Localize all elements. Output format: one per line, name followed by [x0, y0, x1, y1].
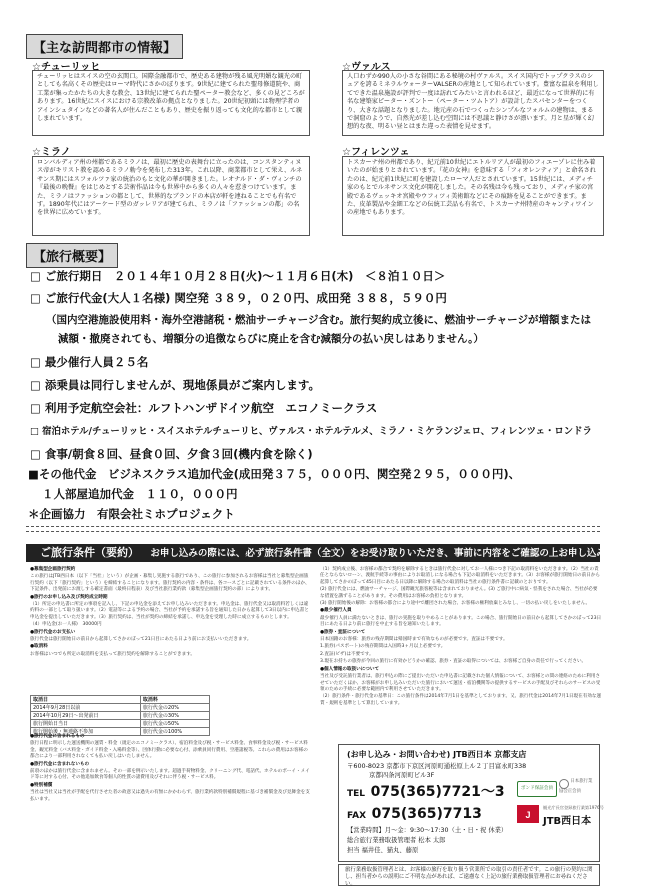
condition-paragraph: 日本国籍のお客様：旅券の残存期間は帰国時まで有効なものが必要です。査証は不要です。: [320, 637, 508, 643]
bond-member-badge: ボンド保証会員: [517, 781, 557, 797]
table-row: [31, 704, 210, 712]
jata-badge: 日本旅行業協会正会員: [559, 779, 593, 794]
conditions-left-column-2: [30, 734, 310, 884]
condition-heading: ●取消料: [30, 644, 48, 650]
conditions-banner: [26, 544, 653, 562]
city-title-milan: ☆ミラノ: [32, 147, 71, 158]
condition-heading: ●最少催行人員: [320, 608, 352, 614]
overview-heading: 【旅行概要】: [26, 243, 118, 268]
overview-hotels: □ 宿泊ホテル/チューリッヒ・スイスホテルチューリヒ、ヴァルス・ホテルテルメ、ミラノ・ミケランジェロ、フィレンツェ・ロンドラ: [30, 426, 592, 437]
city-title-florence: ☆フィレンツェ: [342, 147, 410, 158]
table-cell: 旅行代金の100%: [140, 728, 209, 736]
condition-heading: ●旅行代金のお支払い: [30, 629, 76, 635]
overview-meals: □ 食事/朝食８回、昼食０回、夕食３回(機内食を除く): [30, 447, 313, 461]
city-desc-zurich: チューリッヒはスイスの空の玄関口。国際金融都市で、歴史ある建物が残る風光明媚な観光の町としても名高くその歴史はローマ時代にさかのぼります。9世紀に建てられた聖母修道院や、商工業が集ったかたちの大きな教会、13世紀に建てられた聖ペーター教会など、多くの見どころがあります。16世紀にスイスにおける宗教改革の拠点となりました。20世紀初頭には物理学者のアインシュタインなどの著名人が住んだこともあり、歴史を振り返っても文化的な都市として親しまれています。: [32, 70, 310, 136]
table-cell: 旅行開始後・無連絡不参加: [31, 728, 141, 736]
cities-section-heading: 【主な訪問都市の情報】: [26, 34, 183, 59]
fax-number[interactable]: 075(365)7713: [371, 806, 482, 822]
condition-heading: ●旅行代金に含まれるもの: [30, 734, 85, 739]
condition-paragraph: （2）旅行条件・旅行代金の基準日：この旅行条件は2014年7月1日を基準としております。又、旅行代金は2014年7月1日現在有効な運賃・規則を基準として算出しています。: [320, 694, 602, 706]
business-hours: 【営業時間】月～金：9:30～17:30（土・日・祝 休業）: [347, 827, 508, 834]
overview-other-cost: ■その他代金 ビジネスクラス追加代金(成田発３７５，０００円、関空発２９５，０００円)、: [28, 467, 521, 481]
overview-price-note-1: （国内空港施設使用料・海外空港諸税・燃油サーチャージ含む。旅行契約成立後に、燃油サーチャージが増額または: [46, 314, 591, 326]
table-cell: 取消料: [140, 696, 209, 704]
condition-paragraph: 旅行代金は旅行開始日の前日から起算してさかのぼって21日目にあたる日より前にお支払いいただきます。: [30, 637, 252, 643]
overview-single-room: １人部屋追加代金 １１０，０００円: [42, 487, 238, 501]
condition-heading: ●旅券・査証について: [320, 629, 366, 635]
contact-box: [338, 744, 604, 862]
condition-paragraph: 当社及び受託旅行業者は、旅行申込の際にご提出いただいた申込書に記載された個人情報について、お客様との間の連絡のために利用させていただくほか、お客様がお申し込みいただいた旅行において運送・宿泊機関等の提供するサービスの手配及びそれらのサービスの受領のための手続に必要な範囲内で利用させていただきます。: [320, 674, 601, 692]
conditions-right-column: [320, 567, 602, 739]
overview-price: □ ご旅行代金(大人１名様) 関空発 ３８９，０２０円、成田発 ３８８，５９０円: [30, 291, 447, 305]
condition-heading: ●旅行のお申し込み及び契約成立時期: [30, 594, 108, 600]
city-title-zurich: ☆チューリッヒ: [32, 62, 101, 73]
registration-number: 観光庁長官登録旅行業第1976号: [543, 805, 604, 810]
contact-company: JTB西日本 京都支店: [453, 750, 527, 759]
city-desc-milan: ロンバルディア州の州都であるミラノは、最初に歴史の表舞台に立ったのは、コンスタンティヌス帝がキリスト教を認めるミラノ勅令を発布した313年。これ以降、商業都市として栄え、ルネサンス期にはスフォルツァ家の統治のもと文化の華が開きました。レオナルド・ダ・ヴィンチの『最後の晩餐』をはじめとする芸術作品は今も世界中から多くの人々を惹きつけています。また、ミラノはファッションの都として、世界的なブランドの本店が軒を連ねることでも有名です。1890年代にはアーケード型のガッレリアが建てられ、ミラノは「ファッションの都」の名を世界に広めています。: [32, 156, 310, 236]
cancellation-fee-table: [30, 695, 210, 736]
jtb-logo-text: JTB西日本: [543, 816, 592, 827]
condition-paragraph: この旅行はJTB西日本（以下「当社」という）が企画・募集し実施する旅行であり、この旅行に参加されるお客様は当社と募集型企画旅行契約（以下「旅行契約」という）を締結することになります。旅行契約の内容・条件は、各コースごとに記載されている条件のほか、下記条件、出発前にお渡しする確定書面（最終日程表）及び当社旅行業約款（募集型企画旅行契約の部）によります。: [30, 574, 310, 593]
table-cell: 旅行代金の50%: [140, 720, 209, 728]
table-cell: 2014年9月28日以前: [31, 704, 141, 712]
city-desc-vals: 人口わずか990人の小さな谷間にある秘境の村ヴァルス。スイス国内でトップクラスのシェアを誇るミネラルウォーターVALSERの産地として知られています。豊富な温泉を利用してできた温泉施設が評判で一度は訪れてみたいと言われるほど、最近になって世界的に有名な建築家ピーター・ズントー（ペーター・ツムトア）が設計したスパセンターをつくり、大きな話題となりました。地元産の石でつくったシンプルなフォルムの建物は、まるで洞窟のようで、自然光が差し込む空間には不思議と静けさが漂います。月と星が輝く幻想的な夜、明るい昼とはまた違った表情を見せます。: [342, 70, 604, 136]
city-desc-florence: トスカーナ州の州都であり、紀元前10世紀にエトルリア人が最初のフィエーゾレに住み着いたのが始まりとされています。『花の女神』を意味する「フィオレンティア」と命名されたのは、紀元前1世紀に町を建設したローマ人だとされています。15世紀には、メディチ家のもとでルネサンス文化が開花しました。その名残は今も残っており、メディチ家の宮殿であるヴェッキオ宮殿やウフィツィ美術館などにその痕跡を見ることができます。また、皮革製品や金細工などの伝統工芸品も有名で、トスカーナ州特産のキャンティワインの産地でもあります。: [342, 156, 604, 236]
svg-text:J: J: [525, 810, 531, 820]
city-title-vals: ☆ヴァルス: [342, 62, 391, 73]
fax-label: FAX: [347, 811, 367, 821]
staff-names: 担当 福井佳、猫丸、藤原: [347, 847, 419, 854]
tel-number[interactable]: 075(365)7721～3: [370, 784, 505, 800]
conditions-title: ご旅行条件（要約）: [40, 546, 139, 559]
travel-manager: 総合旅行業務取扱管理者 松本 太郎: [347, 837, 446, 844]
condition-paragraph: 2.査証(ビザ)は不要です。: [320, 651, 374, 657]
condition-paragraph: （1）所定の申込書に所定の事項を記入し、下記の申込金を添えてお申し込みいただきます。申込金は、旅行代金又は取消料若しくは違約料の一部として取り扱います。（2）電話等による予約の場合、当社が予約を承諾する旨を通知した日から起算して3日以内に申込書と申込金を提出していただきます。（3）旅行契約は、当社が契約の締結を承諾し、申込金を受理した時に成立するものとします。: [30, 602, 309, 620]
condition-heading: ●特別補償: [30, 782, 53, 788]
manager-note: 旅行業務取扱管理者とは、お客様の旅行を取り扱う営業所での取引の責任者です。この旅行の契約に関し、担当者からの説明にご不明な点があれば、ご遠慮なく上記の旅行業務取扱管理者にお尋ねください。: [338, 864, 600, 886]
divider-line: [26, 531, 600, 532]
condition-paragraph: 1.旅券(パスポート)の残存期間は入国時3ヶ月以上必要です。: [320, 644, 446, 650]
condition-paragraph: 最少催行人員に満たないときは、旅行の実施を取りやめることがあります。この場合、旅行開始日の前日から起算してさかのぼって23日目にあたる日より前に旅行を中止する旨を通知いたします。: [320, 615, 602, 628]
condition-paragraph: 旅行日程に明示した運送機関の運賃・料金（規定のエコノミークラス）、宿泊料金及び税・サービス料金、食事料金及び税・サービス料金、観光料金（バス料金・ガイド料金・入場料金等）、団体行動に必要な心付、添乗員同行費用、空港諸税等。これらの費用はお客様の都合により一部利用されなくても払い戻しはいたしません。: [30, 741, 308, 760]
condition-paragraph: （4）申込金(お一人様) 30000円: [30, 622, 102, 628]
overview-price-note-2: 減額・撤廃されても、増額分の追徴ならびに廃止を含む減額分の払い戻しはありません。）: [58, 333, 484, 345]
contact-postal: 〒600-8023 京都市下京区河原町通松原上ル２丁目富永町338: [347, 762, 527, 770]
condition-paragraph: （1）契約成立後、お客様の都合で契約を解除するときは旅行代金に対してお一人様につき下記の取消料をいただきます。（2）当社の責任とならないローン、渡航手続等の事由によりお取消しになる場合も下記の取消料をいただきます。（3）お客様が旅行開始日の前日から起算してさかのぼって45日目にあたる日以降に解除する場合の取消料は当社の旅行条件書に記載のとおりです。: [320, 567, 601, 585]
condition-heading: ●募集型企画旅行契約: [30, 567, 76, 572]
table-cell: 旅行代金の30%: [140, 712, 209, 720]
overview-airline: □ 利用予定航空会社：ルフトハンザドイツ航空 エコノミークラス: [30, 401, 378, 415]
overview-cooperation: ＊企画協力 有限会社ミホプロジェクト: [28, 507, 235, 521]
conditions-subtitle: お申し込みの際には、必ず旅行条件書（全文）をお受け取りいただき、事前に内容をご確認の上お申し込みください。: [150, 548, 653, 559]
overview-period: □ ご旅行期日 ２０１４年１０月２８日(火)～１１月６日(木) ＜８泊１０日＞: [30, 269, 446, 283]
table-row: [31, 712, 210, 720]
table-row: [31, 696, 210, 704]
table-row: [31, 720, 210, 728]
condition-heading: ●個人情報の取扱いについて: [320, 666, 380, 672]
table-cell: 取消日: [31, 696, 141, 704]
divider-line: [26, 526, 600, 527]
overview-min-people: □ 最少催行人員２５名: [30, 355, 149, 369]
condition-paragraph: 前項のほかは旅行代金に含まれません。その一部を例示いたします。超過手荷物料金、クリーニング代、電話代、ホテルのボーイ・メイド等に対する心付、その他追加飲食等個人的性質の諸費用及びそれに伴う税・サービス料。: [30, 769, 310, 781]
condition-paragraph: (3) 旅行開始後の解除：お客様の都合により途中で離団された場合、お客様の権利放棄とみなし、一切の払い戻しをいたしません。: [320, 601, 591, 607]
condition-paragraph: 当社は当社又は当社が手配を代行させた者の故意又は過失の有無にかかわらず、旅行業約款特別補償規程に基づき補償金及び見舞金を支払います。: [30, 790, 310, 802]
conditions-left-column: [30, 567, 310, 693]
table-cell: 2014年10月29日～出発前日: [31, 712, 141, 720]
jtb-mark-icon: [517, 805, 539, 823]
condition-paragraph: (2) 旅行代金には、燃油サーチャージ、国際観光旅客税等は含まれておりません。(3) ご旅行中に病気・怪我をされた場合、当社が必要な措置を講ずることがあります。その費用はお客様の負担となります。: [320, 587, 598, 599]
table-cell: 旅行開始日当日: [31, 720, 141, 728]
contact-building: 京都四条河原町ビル3F: [369, 771, 435, 779]
jata-icon: [559, 779, 569, 789]
condition-heading: ●旅行代金に含まれないもの: [30, 761, 90, 767]
table-cell: 旅行代金の20%: [140, 704, 209, 712]
condition-paragraph: 3.現在お持ちの旅券が今回の旅行に有効かどうかの確認、旅券・査証の取得については、お客様ご自身の責任で行ってください。: [320, 659, 587, 665]
jtb-logo: [515, 803, 604, 833]
tel-label: TEL: [347, 789, 366, 799]
contact-label: (お申し込み・お問い合わせ): [347, 750, 451, 759]
condition-paragraph: お客様はいつでも所定の取消料を支払って旅行契約を解除することができます。: [30, 651, 196, 657]
overview-escort: □ 添乗員は同行しませんが、現地係員がご案内します。: [30, 378, 320, 392]
